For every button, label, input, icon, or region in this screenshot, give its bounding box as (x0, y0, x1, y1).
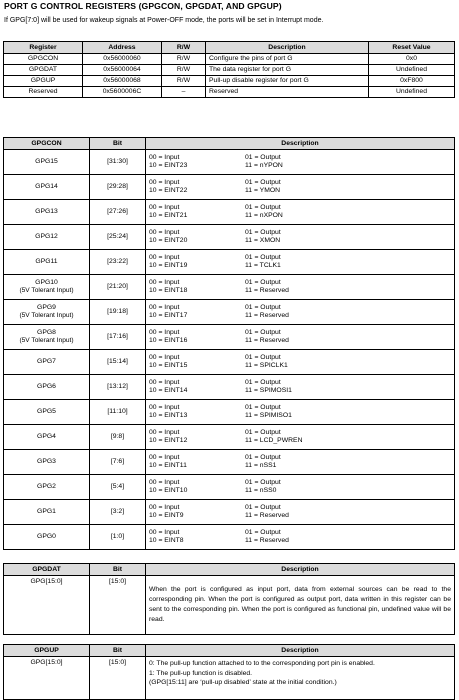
function-option: 00 = Input (149, 529, 180, 537)
register-rw: – (162, 87, 206, 98)
bit-range: [21:20] (90, 275, 146, 300)
function-option: 11 = nSS0 (245, 487, 277, 494)
gpgup-table-header (4, 645, 455, 657)
function-option: 00 = Input (149, 379, 180, 387)
pin-note: (5V Tolerant Input) (19, 287, 74, 294)
bit-range: [25:24] (90, 225, 146, 250)
header-bit: Bit (90, 564, 146, 576)
bit-range: [11:10] (90, 400, 146, 425)
function-option: 10 = EINT9 (149, 512, 184, 519)
bit-range: [7:6] (90, 450, 146, 475)
gpgdat-description: When the port is configured as input port, data from external sources can be read to the corresponding pin. When the port is configured as output port, data written in this register can be sent to the corresponding pin. When the port is configured as functional pin, undefined value will be read. (146, 576, 455, 635)
function-option: 01 = Output (245, 504, 281, 512)
pin-cell (4, 400, 90, 425)
header-gpgdat: GPGDAT (4, 564, 90, 576)
register-table-header (4, 42, 455, 54)
gpgup-desc-line2: 1: The pull-up function is disabled. (149, 669, 253, 677)
bit-range: [27:26] (90, 200, 146, 225)
pin-description (146, 250, 455, 275)
function-option: 10 = EINT15 (149, 362, 188, 369)
pin-description (146, 275, 455, 300)
function-option: 11 = LCD_PWREN (245, 437, 303, 444)
function-option: 01 = Output (245, 379, 281, 387)
function-option: 01 = Output (245, 404, 281, 412)
function-option: 00 = Input (149, 504, 180, 512)
pin-cell (4, 475, 90, 500)
pin-cell (4, 175, 90, 200)
register-address: 0x56000068 (83, 76, 162, 87)
function-option: 11 = nXPON (245, 212, 283, 219)
function-option: 11 = TCLK1 (245, 262, 281, 269)
pin-description (146, 200, 455, 225)
function-option: 01 = Output (245, 354, 281, 362)
register-name: GPGUP (4, 76, 83, 87)
function-option: 01 = Output (245, 529, 281, 537)
pin-name: GPG10 (35, 279, 58, 287)
section-title: PORT G CONTROL REGISTERS (GPGCON, GPGDAT, AND GPGUP) (4, 1, 282, 11)
table-row (4, 525, 455, 550)
function-option: 00 = Input (149, 279, 180, 287)
function-option: 00 = Input (149, 429, 180, 437)
function-option: 01 = Output (245, 154, 281, 162)
gpgdat-pin: GPG[15:0] (4, 576, 90, 635)
function-option: 10 = EINT13 (149, 412, 188, 419)
table-row (4, 150, 455, 175)
pin-cell (4, 375, 90, 400)
function-option: 11 = nYPON (245, 162, 283, 169)
function-option: 10 = EINT11 (149, 462, 187, 469)
pin-name: GPG3 (37, 458, 56, 466)
gpgup-table (3, 644, 455, 700)
table-row (4, 400, 455, 425)
gpgup-pin: GPG[15:0] (4, 657, 90, 700)
table-row (4, 325, 455, 350)
function-option: 10 = EINT12 (149, 437, 188, 444)
bit-range: [13:12] (90, 375, 146, 400)
pin-description (146, 350, 455, 375)
function-option: 00 = Input (149, 254, 180, 262)
pin-cell (4, 300, 90, 325)
function-option: 10 = EINT17 (149, 312, 188, 319)
gpgdat-bit: [15:0] (90, 576, 146, 635)
pin-description (146, 300, 455, 325)
pin-cell (4, 500, 90, 525)
function-option: 00 = Input (149, 179, 180, 187)
table-row (4, 375, 455, 400)
table-row (4, 275, 455, 300)
function-option: 00 = Input (149, 404, 180, 412)
pin-name: GPG12 (35, 233, 58, 241)
function-option: 00 = Input (149, 329, 180, 337)
register-address: 0x56000060 (83, 54, 162, 65)
function-option: 00 = Input (149, 304, 180, 312)
table-row (4, 300, 455, 325)
function-option: 11 = nSS1 (245, 462, 277, 469)
pin-name: GPG0 (37, 533, 56, 541)
function-option: 11 = Reserved (245, 512, 289, 519)
function-option: 00 = Input (149, 154, 180, 162)
gpgcon-table (3, 137, 455, 550)
function-option: 11 = Reserved (245, 537, 289, 544)
function-option: 00 = Input (149, 479, 180, 487)
pin-description (146, 450, 455, 475)
function-option: 01 = Output (245, 304, 281, 312)
pin-cell (4, 275, 90, 300)
function-option: 10 = EINT18 (149, 287, 188, 294)
pin-name: GPG15 (35, 158, 58, 166)
register-rw: R/W (162, 76, 206, 87)
pin-name: GPG7 (37, 358, 56, 366)
function-option: 01 = Output (245, 254, 281, 262)
pin-description (146, 525, 455, 550)
pin-note: (5V Tolerant Input) (19, 312, 74, 319)
pin-cell (4, 350, 90, 375)
pin-name: GPG6 (37, 383, 56, 391)
function-option: 01 = Output (245, 329, 281, 337)
function-option: 01 = Output (245, 229, 281, 237)
function-option: 01 = Output (245, 179, 281, 187)
function-option: 01 = Output (245, 479, 281, 487)
table-row (4, 425, 455, 450)
bit-range: [19:18] (90, 300, 146, 325)
function-option: 10 = EINT20 (149, 237, 188, 244)
header-gpgcon: GPGCON (4, 138, 90, 150)
pin-description (146, 325, 455, 350)
pin-note: (5V Tolerant Input) (19, 337, 74, 344)
function-option: 00 = Input (149, 454, 180, 462)
bit-range: [17:16] (90, 325, 146, 350)
register-reset: Undefined (369, 87, 455, 98)
header-reset-value: Reset Value (369, 42, 455, 54)
function-option: 10 = EINT14 (149, 387, 188, 394)
gpgup-desc-line1: 0: The pull-up function attached to to the corresponding port pin is enabled. (149, 660, 375, 667)
bit-range: [1:0] (90, 525, 146, 550)
register-reset: 0xF800 (369, 76, 455, 87)
bit-range: [31:30] (90, 150, 146, 175)
function-option: 01 = Output (245, 204, 281, 212)
gpgcon-table-header (4, 138, 455, 150)
bit-range: [5:4] (90, 475, 146, 500)
function-option: 11 = YMON (245, 187, 281, 194)
register-description: Configure the pins of port G (206, 54, 369, 65)
header-rw: R/W (162, 42, 206, 54)
register-name: GPGDAT (4, 65, 83, 76)
function-option: 01 = Output (245, 279, 281, 287)
pin-cell (4, 225, 90, 250)
pin-description (146, 150, 455, 175)
pin-description (146, 225, 455, 250)
pin-name: GPG13 (35, 208, 58, 216)
function-option: 10 = EINT19 (149, 262, 188, 269)
function-option: 11 = Reserved (245, 337, 289, 344)
function-option: 00 = Input (149, 229, 180, 237)
function-option: 10 = EINT10 (149, 487, 188, 494)
register-description: The data register for port G (206, 65, 369, 76)
table-row (4, 175, 455, 200)
register-name: Reserved (4, 87, 83, 98)
gpgdat-table-header (4, 564, 455, 576)
table-row (4, 450, 455, 475)
register-table (3, 41, 455, 98)
bit-range: [23:22] (90, 250, 146, 275)
register-rw: R/W (162, 54, 206, 65)
function-option: 11 = Reserved (245, 287, 289, 294)
table-row (4, 350, 455, 375)
pin-cell (4, 150, 90, 175)
header-description: Description (146, 138, 455, 150)
pin-cell (4, 325, 90, 350)
function-option: 11 = Reserved (245, 312, 289, 319)
table-row (4, 76, 455, 87)
function-option: 11 = SPICLK1 (245, 362, 288, 369)
header-register: Register (4, 42, 83, 54)
register-address: 0x5600006C (83, 87, 162, 98)
function-option: 10 = EINT16 (149, 337, 188, 344)
pin-name: GPG11 (35, 258, 58, 266)
pin-cell (4, 525, 90, 550)
table-row (4, 65, 455, 76)
table-row (4, 500, 455, 525)
pin-name: GPG4 (37, 433, 56, 441)
function-option: 10 = EINT21 (149, 212, 188, 219)
register-reset: 0x0 (369, 54, 455, 65)
table-row (4, 576, 455, 635)
function-option: 10 = EINT23 (149, 162, 188, 169)
bit-range: [3:2] (90, 500, 146, 525)
function-option: 10 = EINT8 (149, 537, 184, 544)
pin-cell (4, 425, 90, 450)
header-description: Description (146, 645, 455, 657)
pin-cell (4, 200, 90, 225)
register-address: 0x56000064 (83, 65, 162, 76)
pin-name: GPG1 (37, 508, 56, 516)
table-row (4, 54, 455, 65)
pin-description (146, 425, 455, 450)
table-row (4, 87, 455, 98)
pin-description (146, 400, 455, 425)
function-option: 10 = EINT22 (149, 187, 188, 194)
bit-range: [15:14] (90, 350, 146, 375)
function-option: 11 = SPIMOSI1 (245, 387, 292, 394)
function-option: 01 = Output (245, 429, 281, 437)
gpgup-bit: [15:0] (90, 657, 146, 700)
bit-range: [9:8] (90, 425, 146, 450)
register-reset: Undefined (369, 65, 455, 76)
gpgup-desc-line3: (GPG[15:11] are ‘pull-up disabled’ state at the initial condition.) (149, 679, 337, 687)
pin-name: GPG8 (37, 329, 56, 337)
header-gpgup: GPGUP (4, 645, 90, 657)
pin-description (146, 475, 455, 500)
table-row (4, 200, 455, 225)
table-row (4, 657, 455, 700)
table-row (4, 225, 455, 250)
pin-description (146, 375, 455, 400)
pin-cell (4, 250, 90, 275)
pin-name: GPG14 (35, 183, 58, 191)
pin-cell (4, 450, 90, 475)
table-row (4, 250, 455, 275)
function-option: 00 = Input (149, 204, 180, 212)
header-address: Address (83, 42, 162, 54)
pin-name: GPG5 (37, 408, 56, 416)
gpgup-description (146, 657, 455, 700)
pin-name: GPG2 (37, 483, 56, 491)
register-rw: R/W (162, 65, 206, 76)
register-name: GPGCON (4, 54, 83, 65)
header-bit: Bit (90, 645, 146, 657)
pin-description (146, 175, 455, 200)
header-bit: Bit (90, 138, 146, 150)
function-option: 11 = SPIMISO1 (245, 412, 292, 419)
intro-text: If GPG[7:0] will be used for wakeup signals at Power-OFF mode, the ports will be set in Interrupt mode. (4, 17, 324, 24)
function-option: 00 = Input (149, 354, 180, 362)
table-row (4, 475, 455, 500)
function-option: 11 = XMON (245, 237, 281, 244)
header-description: Description (146, 564, 455, 576)
register-description: Pull-up disable register for port G (206, 76, 369, 87)
bit-range: [29:28] (90, 175, 146, 200)
register-description: Reserved (206, 87, 369, 98)
function-option: 01 = Output (245, 454, 281, 462)
header-description: Description (206, 42, 369, 54)
gpgdat-table (3, 563, 455, 635)
pin-description (146, 500, 455, 525)
pin-name: GPG9 (37, 304, 56, 312)
